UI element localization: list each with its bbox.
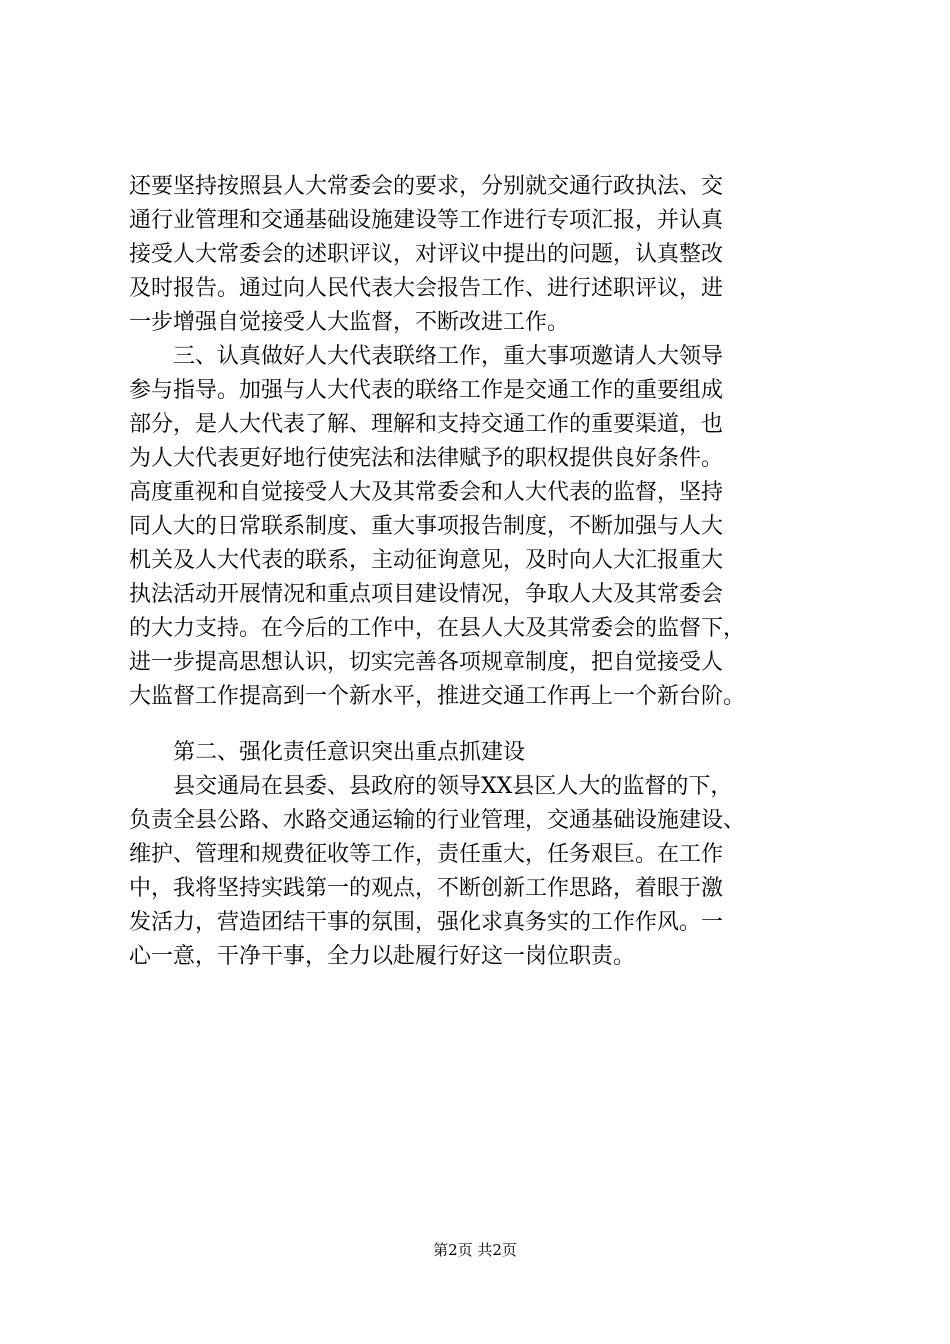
text-line: 通行业管理和交通基础设施建设等工作进行专项汇报，并认真 bbox=[129, 208, 724, 233]
page-footer: 第2页 共2页 bbox=[433, 1241, 517, 1259]
text-line: 接受人大常委会的述职评议，对评议中提出的问题，认真整改 bbox=[129, 242, 724, 267]
text-line: 同人大的日常联系制度、重大事项报告制度，不断加强与人大 bbox=[129, 514, 724, 539]
text-line: 高度重视和自觉接受人大及其常委会和人大代表的监督，坚持 bbox=[129, 480, 724, 505]
text-line: 三、认真做好人大代表联络工作，重大事项邀请人大领导 bbox=[129, 344, 724, 369]
text-line: 县交通局在县委、县政府的领导XX县区人大的监督的下， bbox=[129, 774, 733, 799]
text-line: 为人大代表更好地行使宪法和法律赋予的职权提供良好条件。 bbox=[129, 446, 724, 471]
text-line: 大监督工作提高到一个新水平，推进交通工作再上一个新台阶。 bbox=[129, 684, 746, 709]
text-line: 心一意，干净干事，全力以赴履行好这一岗位职责。 bbox=[129, 944, 636, 969]
text-line: 一步增强自觉接受人大监督，不断改进工作。 bbox=[129, 310, 570, 335]
section-heading: 第二、强化责任意识突出重点抓建设 bbox=[129, 740, 526, 765]
text-line: 参与指导。加强与人大代表的联络工作是交通工作的重要组成 bbox=[129, 378, 724, 403]
text-line: 执法活动开展情况和重点项目建设情况，争取人大及其常委会 bbox=[129, 582, 724, 607]
body-text bbox=[129, 170, 829, 974]
paragraph-gap bbox=[129, 714, 829, 736]
text-line: 维护、管理和规费征收等工作，责任重大，任务艰巨。在工作 bbox=[129, 842, 724, 867]
text-line: 部分，是人大代表了解、理解和支持交通工作的重要渠道，也 bbox=[129, 412, 724, 437]
text-line: 还要坚持按照县人大常委会的要求，分别就交通行政执法、交 bbox=[129, 174, 724, 199]
text-line: 机关及人大代表的联系，主动征询意见，及时向人大汇报重大 bbox=[129, 548, 724, 573]
text-line: 发活力，营造团结干事的氛围，强化求真务实的工作作风。一 bbox=[129, 910, 724, 935]
text-line: 的大力支持。在今后的工作中，在县人大及其常委会的监督下， bbox=[129, 616, 746, 641]
text-line: 中，我将坚持实践第一的观点，不断创新工作思路，着眼于激 bbox=[129, 876, 724, 901]
text-line: 及时报告。通过向人民代表大会报告工作、进行述职评议，进 bbox=[129, 276, 724, 301]
text-line: 负责全县公路、水路交通运输的行业管理，交通基础设施建设、 bbox=[129, 808, 746, 833]
text-line: 进一步提高思想认识，切实完善各项规章制度，把自觉接受人 bbox=[129, 650, 724, 675]
